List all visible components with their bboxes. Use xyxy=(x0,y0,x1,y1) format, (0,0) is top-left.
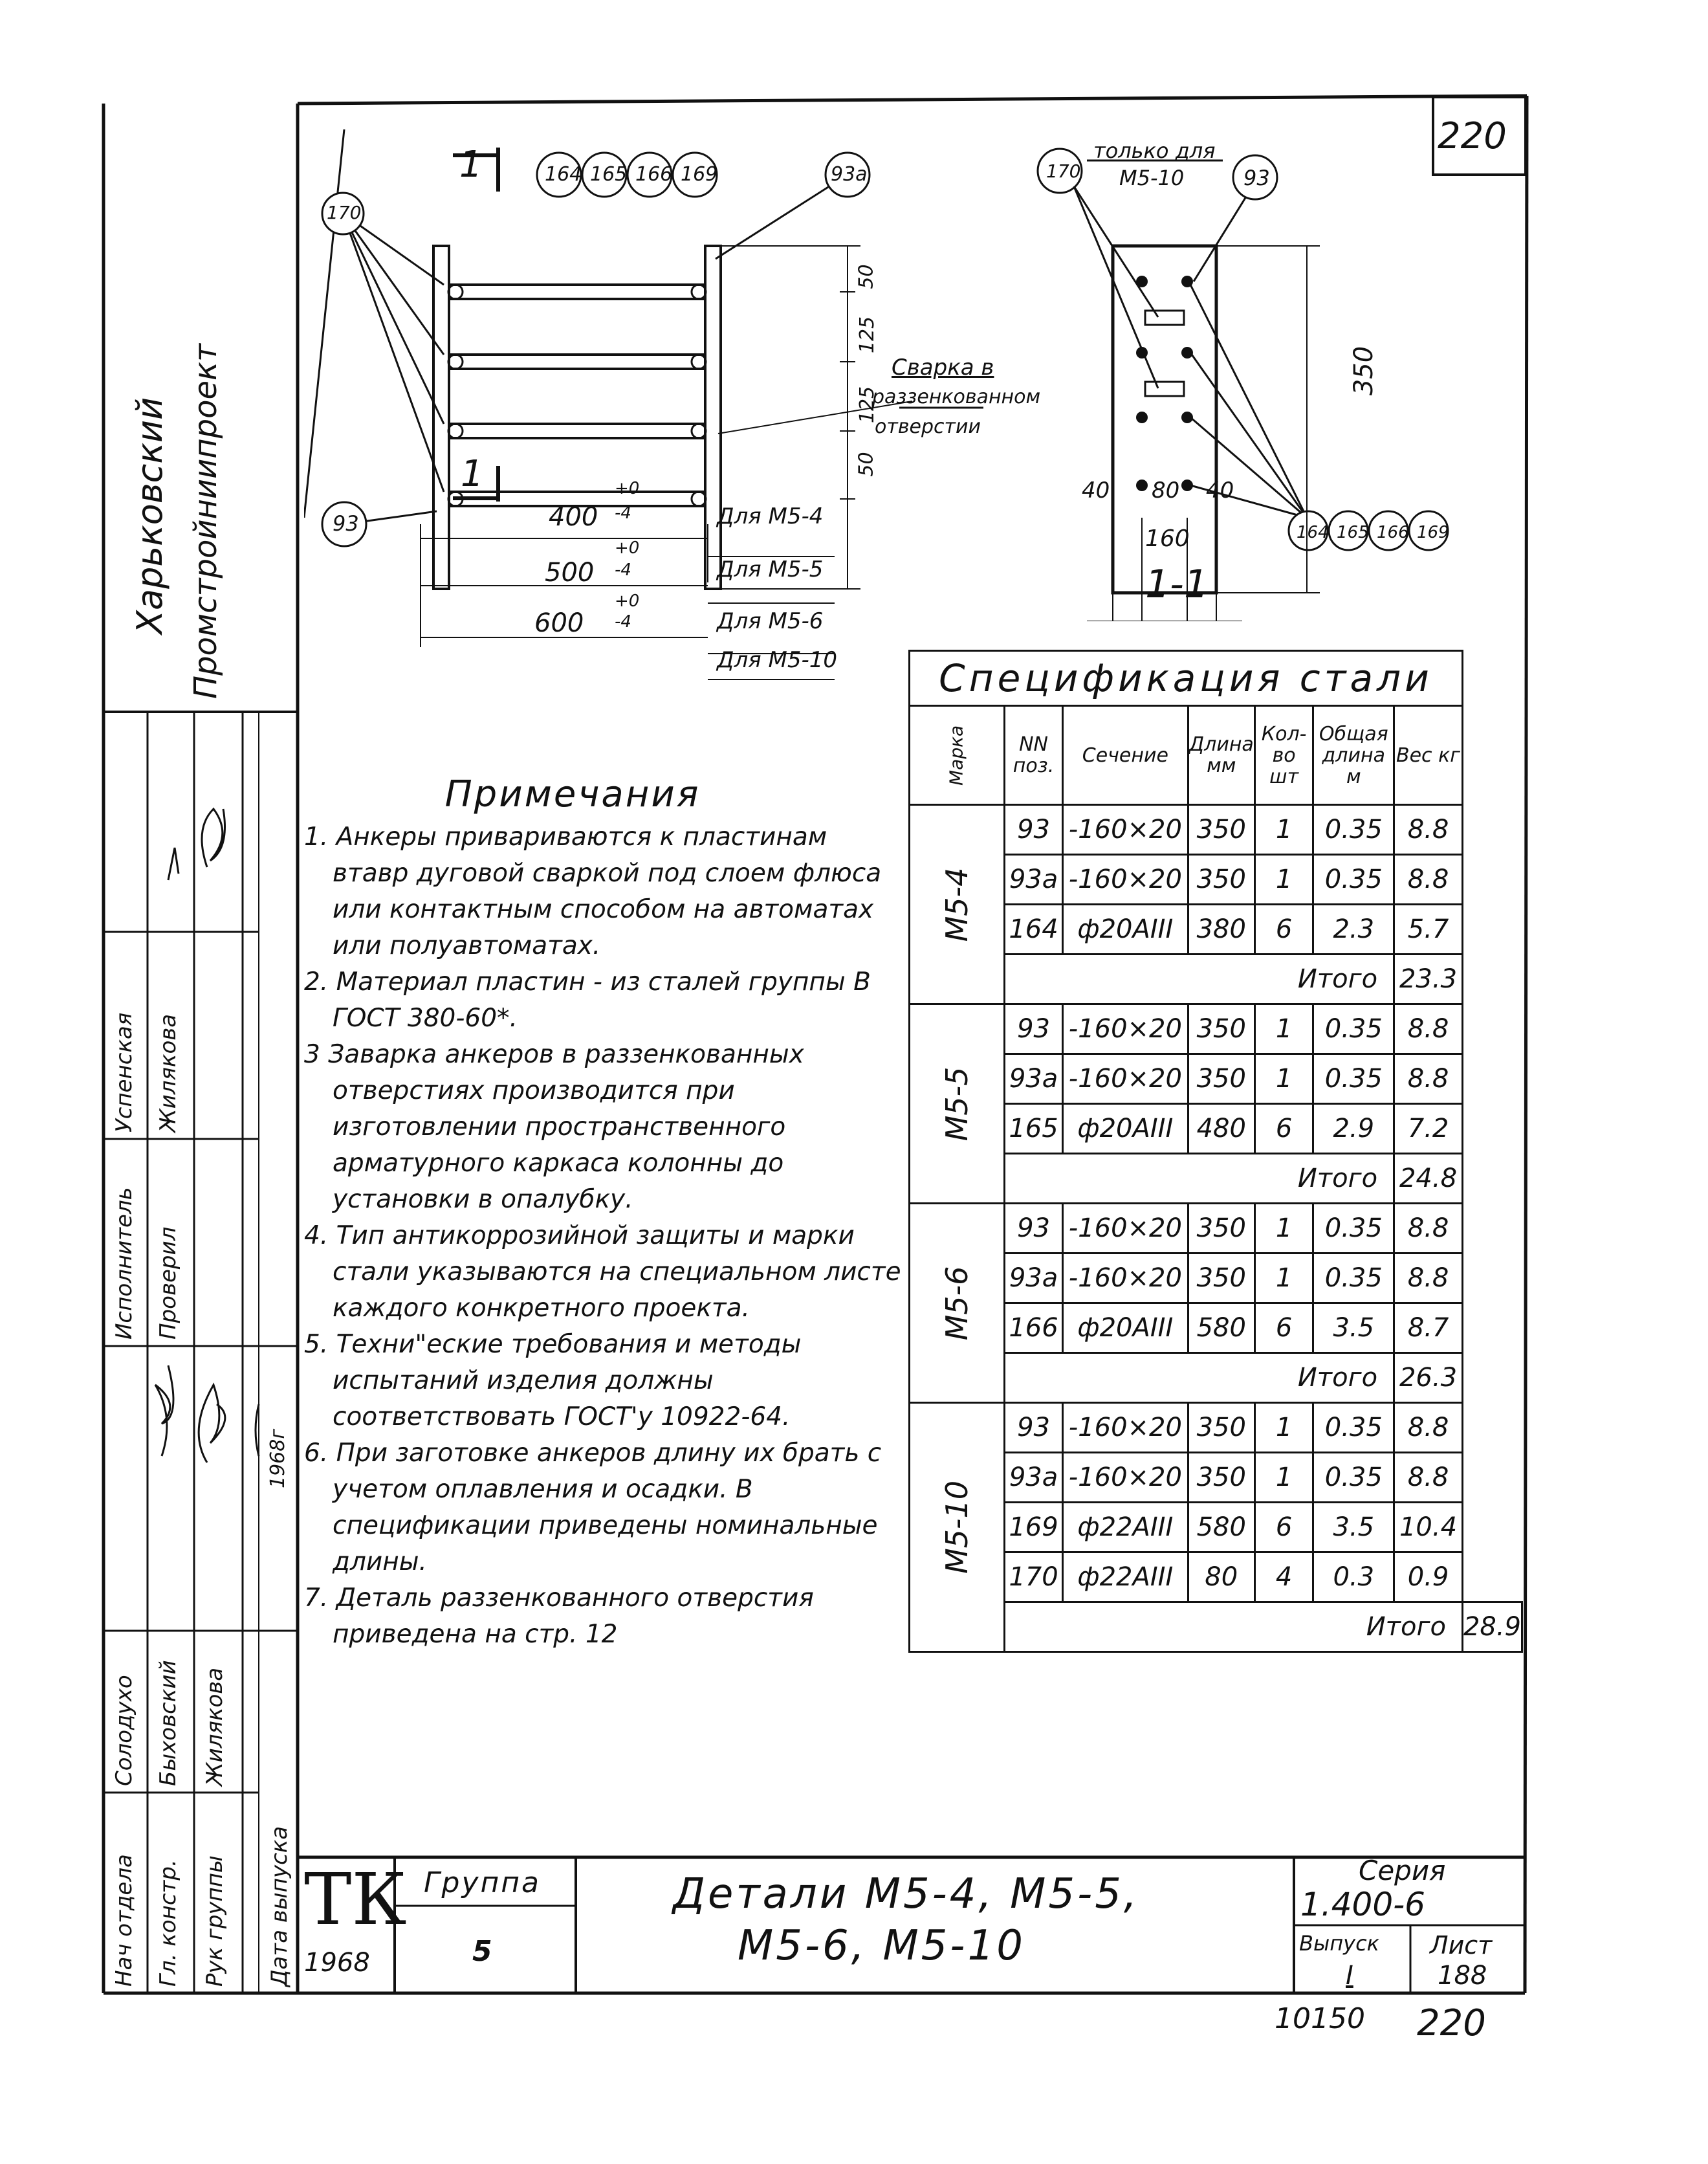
spec-cell: 165 xyxy=(1005,1104,1063,1154)
spec-header-pos: NN поз. xyxy=(1005,706,1063,805)
spec-total-label: Итого xyxy=(1005,1602,1463,1652)
spec-cell: 350 xyxy=(1188,1403,1254,1453)
len-500-tol-minus: -4 xyxy=(615,560,631,580)
spec-cell: 350 xyxy=(1188,805,1254,855)
spec-header-total-length: Общая длина м xyxy=(1313,706,1394,805)
dim-350: 350 xyxy=(1349,346,1379,396)
section-mark-top: 1 xyxy=(459,144,483,186)
weld-note-1: Сварка в xyxy=(892,355,994,381)
org-name-line1: Харьковский xyxy=(129,397,170,634)
spec-cell: 2.3 xyxy=(1313,905,1394,955)
spec-cell: -160×20 xyxy=(1062,805,1188,855)
issue-label: Выпуск xyxy=(1299,1931,1379,1956)
dim-40-right: 40 xyxy=(1206,478,1234,503)
spec-header-weight: Вес кг xyxy=(1394,706,1463,805)
role-proveril: Проверил xyxy=(155,1226,181,1340)
drawing-title-line2: М5-6, М5-10 xyxy=(738,1922,1025,1970)
spec-cell: 1 xyxy=(1254,1253,1313,1303)
spec-cell: 0.35 xyxy=(1313,1403,1394,1453)
spec-cell: -160×20 xyxy=(1062,1204,1188,1253)
spec-cell: 350 xyxy=(1188,855,1254,905)
spec-header-length: Длина мм xyxy=(1188,706,1254,805)
sidebar-date: 1968г xyxy=(267,1428,289,1488)
spec-cell: 5.7 xyxy=(1394,905,1463,955)
dim-160: 160 xyxy=(1145,525,1190,552)
spec-cell: 93a xyxy=(1005,1054,1063,1104)
callout-169-left: 169 xyxy=(681,163,718,186)
len-500: 500 xyxy=(545,558,595,588)
len-400-tol-minus: -4 xyxy=(615,503,631,523)
role-gl-konstr: Гл. констр. xyxy=(155,1859,181,1987)
spec-total-label: Итого xyxy=(1005,1154,1394,1204)
note-6: 6. При заготовке анкеров длину их брать с учетом оплавления и осадки. В спецификации приведены номинальные длины. xyxy=(304,1439,882,1576)
spec-cell: 169 xyxy=(1005,1503,1063,1552)
spec-cell: ф22АIII xyxy=(1062,1503,1188,1552)
spec-cell: 350 xyxy=(1188,1453,1254,1503)
spec-cell: -160×20 xyxy=(1062,1054,1188,1104)
len-label-m5-10: Для М5-10 xyxy=(717,647,838,673)
footer-page: 220 xyxy=(1417,2002,1486,2044)
len-500-tol-plus: +0 xyxy=(615,538,640,558)
spec-cell: 0.35 xyxy=(1313,805,1394,855)
spec-mark: М5-10 xyxy=(910,1403,1005,1652)
spec-cell: 480 xyxy=(1188,1104,1254,1154)
spec-cell: 1 xyxy=(1254,805,1313,855)
spec-cell: 8.8 xyxy=(1394,855,1463,905)
spec-cell: 350 xyxy=(1188,1054,1254,1104)
callout-166-right: 166 xyxy=(1377,523,1409,542)
spec-cell: 8.8 xyxy=(1394,1204,1463,1253)
spec-cell: 580 xyxy=(1188,1503,1254,1552)
group-value: 5 xyxy=(472,1935,492,1968)
len-label-m5-4: Для М5-4 xyxy=(717,503,824,529)
dim-125-b: 125 xyxy=(856,386,879,424)
spec-cell: 1 xyxy=(1254,855,1313,905)
callout-169-right: 169 xyxy=(1417,523,1449,542)
sheet-value: 188 xyxy=(1438,1961,1487,1991)
callout-93a-left: 93a xyxy=(831,163,868,186)
dim-80: 80 xyxy=(1152,478,1180,503)
spec-cell: 93 xyxy=(1005,1403,1063,1453)
len-600: 600 xyxy=(534,608,584,638)
name-zhilyakova-top: Жиляковa xyxy=(155,1013,181,1132)
spec-cell: 170 xyxy=(1005,1552,1063,1602)
role-ruk-gruppy: Рук группы xyxy=(202,1855,228,1987)
spec-mark: М5-6 xyxy=(910,1204,1005,1403)
spec-cell: 8.8 xyxy=(1394,1253,1463,1303)
spec-cell: 93a xyxy=(1005,855,1063,905)
spec-total-label: Итого xyxy=(1005,1353,1394,1403)
section-mark-bottom: 1 xyxy=(461,453,484,495)
callout-164-right: 164 xyxy=(1297,523,1329,542)
spec-cell: 350 xyxy=(1188,1253,1254,1303)
dim-40-left: 40 xyxy=(1082,478,1110,503)
spec-cell: 8.8 xyxy=(1394,1054,1463,1104)
spec-cell: 166 xyxy=(1005,1303,1063,1353)
spec-cell: 93a xyxy=(1005,1453,1063,1503)
notes-block xyxy=(304,773,906,1653)
spec-cell: 93a xyxy=(1005,1253,1063,1303)
spec-cell: 0.9 xyxy=(1394,1552,1463,1602)
spec-cell: 7.2 xyxy=(1394,1104,1463,1154)
callout-164-left: 164 xyxy=(545,163,582,186)
spec-cell: 10.4 xyxy=(1394,1503,1463,1552)
series-value: 1.400-6 xyxy=(1300,1886,1425,1923)
name-bykhovsky: Быховский xyxy=(155,1660,181,1786)
spec-cell: 93 xyxy=(1005,1204,1063,1253)
len-label-m5-6: Для М5-6 xyxy=(717,608,824,634)
spec-cell: -160×20 xyxy=(1062,855,1188,905)
spec-cell: -160×20 xyxy=(1062,1403,1188,1453)
spec-cell: 164 xyxy=(1005,905,1063,955)
note-4: 4. Тип антикоррозийной защиты и марки стали указываются на специальном листе каждого конкретного проекта. xyxy=(304,1221,901,1323)
spec-cell: 0.3 xyxy=(1313,1552,1394,1602)
callout-166-left: 166 xyxy=(635,163,673,186)
spec-cell: 1 xyxy=(1254,1403,1313,1453)
callout-170-left: 170 xyxy=(327,202,362,223)
dim-50-top: 50 xyxy=(855,264,878,289)
dim-50-bottom: 50 xyxy=(855,452,878,477)
note-5: 5. Техни"еские требования и методы испытаний изделия должны соответствовать ГОСТ'у 10922-64. xyxy=(304,1330,802,1431)
note-3: 3 Заварка анкеров в раззенкованных отверстиях производится при изготовлении пространственного арматурного каркаса колонны до установки в опалубку. xyxy=(304,1040,804,1214)
spec-cell: 3.5 xyxy=(1313,1503,1394,1552)
len-400: 400 xyxy=(549,502,598,532)
spec-cell: -160×20 xyxy=(1062,1253,1188,1303)
spec-total-value: 26.3 xyxy=(1394,1353,1463,1403)
spec-cell: 8.8 xyxy=(1394,1004,1463,1054)
spec-header-qty: Кол-во шт xyxy=(1254,706,1313,805)
spec-total-label: Итого xyxy=(1005,955,1394,1004)
org-name-line2: Промстройниипроект xyxy=(188,344,224,699)
tk-year: 1968 xyxy=(304,1948,370,1978)
spec-cell: 8.8 xyxy=(1394,805,1463,855)
spec-total-value: 23.3 xyxy=(1394,955,1463,1004)
name-zhilyakova: Жилякова xyxy=(202,1667,228,1786)
spec-cell: 93 xyxy=(1005,1004,1063,1054)
note-only-for-2: М5-10 xyxy=(1119,166,1185,190)
len-label-m5-5: Для М5-5 xyxy=(717,557,824,582)
spec-cell: 4 xyxy=(1254,1552,1313,1602)
spec-cell: 8.8 xyxy=(1394,1403,1463,1453)
spec-cell: 6 xyxy=(1254,1303,1313,1353)
spec-cell: 0.35 xyxy=(1313,1453,1394,1503)
spec-cell: 1 xyxy=(1254,1004,1313,1054)
sheet-corner-number: 220 xyxy=(1438,115,1507,157)
spec-cell: 2.9 xyxy=(1313,1104,1394,1154)
steel-spec-table xyxy=(908,650,1523,1653)
spec-header-section: Сечение xyxy=(1062,706,1188,805)
spec-cell: 0.35 xyxy=(1313,1054,1394,1104)
callout-165-left: 165 xyxy=(590,163,628,186)
spec-total-value: 28.9 xyxy=(1462,1602,1522,1652)
spec-cell: 1 xyxy=(1254,1054,1313,1104)
name-solodukho: Солодухо xyxy=(111,1675,137,1786)
spec-row xyxy=(910,1004,1522,1054)
callout-170-right: 170 xyxy=(1046,160,1081,182)
role-ispolnitel: Исполнитель xyxy=(111,1187,137,1340)
spec-title: Спецификация стали xyxy=(910,651,1463,706)
spec-mark: М5-4 xyxy=(910,805,1005,1004)
role-data-vypuska: Дата выпуска xyxy=(267,1826,292,1987)
spec-cell: 8.8 xyxy=(1394,1453,1463,1503)
spec-cell: -160×20 xyxy=(1062,1004,1188,1054)
spec-row xyxy=(910,1204,1522,1253)
series-label: Серия xyxy=(1359,1855,1446,1886)
note-7: 7. Деталь раззенкованного отверстия приведена на стр. 12 xyxy=(304,1584,814,1649)
len-600-tol-plus: +0 xyxy=(615,591,640,611)
sheet-label: Лист xyxy=(1430,1931,1493,1960)
tk-logo: ТК xyxy=(304,1858,407,1941)
spec-cell: 80 xyxy=(1188,1552,1254,1602)
spec-cell: 0.35 xyxy=(1313,1004,1394,1054)
role-nach-otdela: Нач отдела xyxy=(111,1854,137,1987)
spec-cell: 1 xyxy=(1254,1204,1313,1253)
spec-cell: 350 xyxy=(1188,1204,1254,1253)
note-1: 1. Анкеры привариваются к пластинам втавр дуговой сваркой под слоем флюса или контактным способом на автоматах или полуавтоматах. xyxy=(304,823,882,960)
spec-cell: 0.35 xyxy=(1313,1253,1394,1303)
spec-cell: 1 xyxy=(1254,1453,1313,1503)
spec-header-mark: Марка xyxy=(910,706,1005,805)
callout-93-right: 93 xyxy=(1243,166,1270,190)
notes-title: Примечания xyxy=(444,773,701,815)
spec-cell: 6 xyxy=(1254,1503,1313,1552)
spec-cell: 380 xyxy=(1188,905,1254,955)
spec-cell: 580 xyxy=(1188,1303,1254,1353)
len-600-tol-minus: -4 xyxy=(615,612,631,632)
spec-row xyxy=(910,805,1522,855)
spec-cell: 350 xyxy=(1188,1004,1254,1054)
weld-note-2: раззенкованном xyxy=(872,386,1041,408)
section-label-1-1: 1-1 xyxy=(1145,562,1209,607)
spec-cell: 8.7 xyxy=(1394,1303,1463,1353)
spec-cell: ф20АIII xyxy=(1062,905,1188,955)
spec-cell: 6 xyxy=(1254,1104,1313,1154)
spec-cell: ф20АIII xyxy=(1062,1303,1188,1353)
note-only-for-1: только для xyxy=(1093,138,1216,163)
spec-cell: 3.5 xyxy=(1313,1303,1394,1353)
group-label: Группа xyxy=(424,1866,541,1899)
len-400-tol-plus: +0 xyxy=(615,479,640,498)
dim-125-a: 125 xyxy=(856,316,879,354)
spec-row xyxy=(910,1403,1522,1453)
spec-mark: М5-5 xyxy=(910,1004,1005,1204)
note-2: 2. Материал пластин - из сталей группы В ГОСТ 380-60*. xyxy=(304,967,871,1033)
spec-cell: ф20АIII xyxy=(1062,1104,1188,1154)
spec-cell: 6 xyxy=(1254,905,1313,955)
spec-cell: ф22АIII xyxy=(1062,1552,1188,1602)
spec-cell: 0.35 xyxy=(1313,1204,1394,1253)
callout-165-right: 165 xyxy=(1337,523,1369,542)
callout-93-left: 93 xyxy=(333,511,359,536)
weld-note-3: отверстии xyxy=(875,415,981,438)
spec-total-value: 24.8 xyxy=(1394,1154,1463,1204)
spec-cell: 93 xyxy=(1005,805,1063,855)
footer-code: 10150 xyxy=(1275,2002,1365,2035)
signatures xyxy=(104,712,298,1941)
spec-cell: 0.35 xyxy=(1313,855,1394,905)
name-uspenskaya: Успенская xyxy=(111,1012,137,1132)
drawing-title-line1: Детали М5-4, М5-5, xyxy=(673,1870,1140,1918)
spec-cell: -160×20 xyxy=(1062,1453,1188,1503)
issue-value: I xyxy=(1346,1961,1353,1991)
section-drawing xyxy=(1009,129,1527,621)
